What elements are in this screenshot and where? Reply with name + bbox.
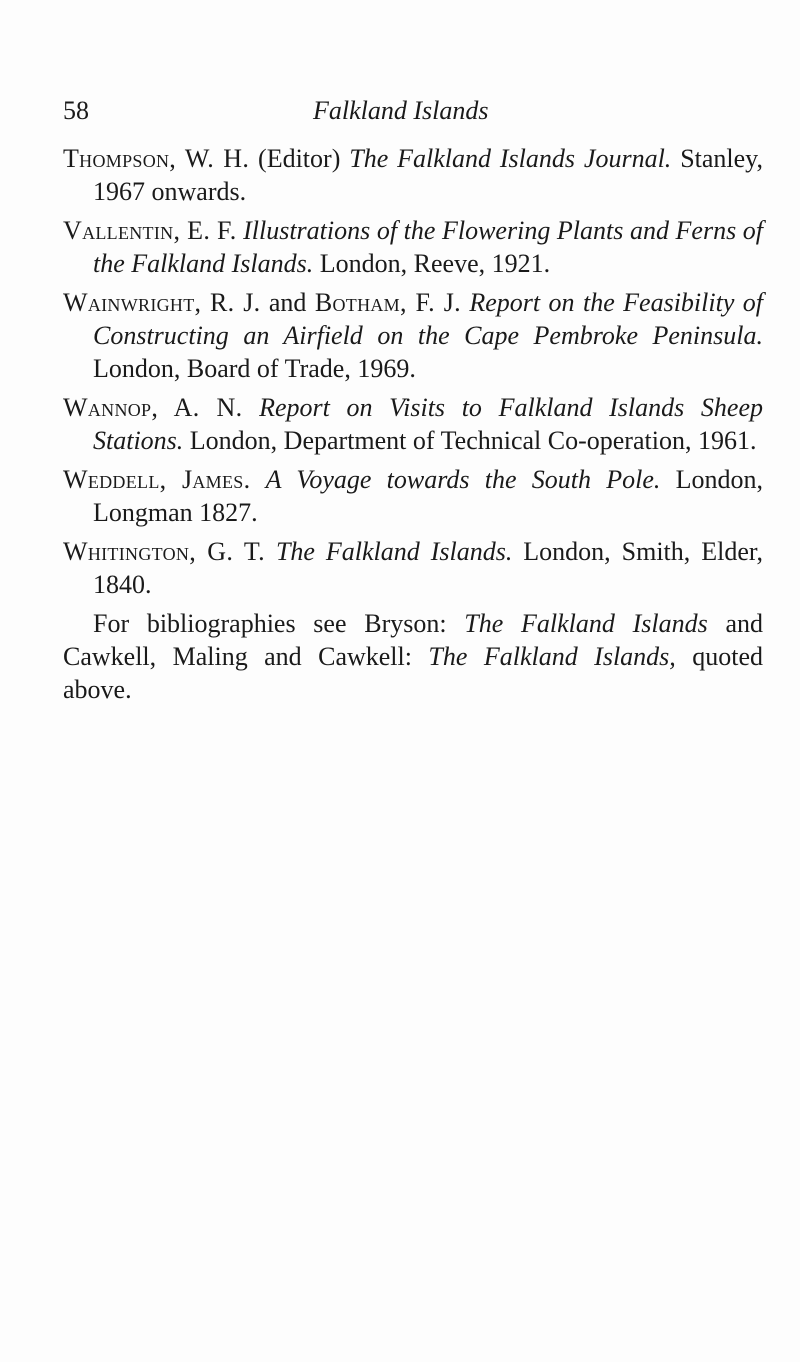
- entry-text: (Editor): [249, 144, 350, 173]
- running-head: [63, 96, 763, 136]
- entry-text: [265, 537, 276, 566]
- entry-author: Vallentin, E. F.: [63, 216, 237, 245]
- note-text: For bibliographies see Bryson:: [93, 609, 465, 638]
- entry-title: The Falkland Islands Journal.: [349, 144, 672, 173]
- entry-author: Weddell, James.: [63, 465, 251, 494]
- note-title: The Falkland Islands,: [428, 642, 676, 671]
- entry-publication: London, Smith, Elder, 1840.: [93, 537, 763, 599]
- entry-text: [242, 393, 259, 422]
- bibliography-entry: [63, 463, 763, 529]
- note-text: and Cawkell, Maling and Cawkell:: [63, 609, 763, 671]
- bibliography-entry: [63, 214, 763, 280]
- entry-publication: London, Department of Technical Co-operation, 1961.: [183, 426, 757, 455]
- bibliography-entry: [63, 391, 763, 457]
- entry-publication: London, Reeve, 1921.: [313, 249, 551, 278]
- entry-author: Thompson, W. H.: [63, 144, 250, 173]
- entry-author: Wannop, A. N.: [63, 393, 243, 422]
- entry-author-second: Botham, F. J.: [314, 288, 461, 317]
- note-title: The Falkland Islands: [464, 609, 708, 638]
- running-title: Falkland Islands: [313, 96, 489, 125]
- entry-publication: Stanley, 1967 onwards.: [93, 144, 763, 206]
- bibliography-entry: [63, 286, 763, 385]
- entry-author: Wainwright, R. J.: [63, 288, 261, 317]
- entry-title: The Falkland Islands.: [275, 537, 513, 566]
- entry-text: [250, 465, 265, 494]
- bibliography-note: [63, 607, 763, 706]
- entry-title: A Voyage towards the South Pole.: [265, 465, 661, 494]
- bibliography-list: [63, 142, 763, 706]
- entry-author: Whitington, G. T.: [63, 537, 265, 566]
- entry-publication: London, Longman 1827.: [93, 465, 763, 527]
- entry-text: and: [260, 288, 315, 317]
- entry-title: Report on the Feasibility of Constructing an Airfield on the Cape Pembroke Peninsula.: [93, 288, 764, 350]
- entry-publication: London, Board of Trade, 1969.: [93, 354, 416, 383]
- bibliography-entry: [63, 535, 763, 601]
- entry-title: Illustrations of the Flowering Plants and Ferns of the Falkland Islands.: [93, 216, 764, 278]
- note-text: quoted above.: [63, 642, 763, 704]
- bibliography-entry: [63, 142, 763, 208]
- entry-title: Report on Visits to Falkland Islands Sheep Stations.: [93, 393, 763, 455]
- page-number: 58: [63, 96, 89, 125]
